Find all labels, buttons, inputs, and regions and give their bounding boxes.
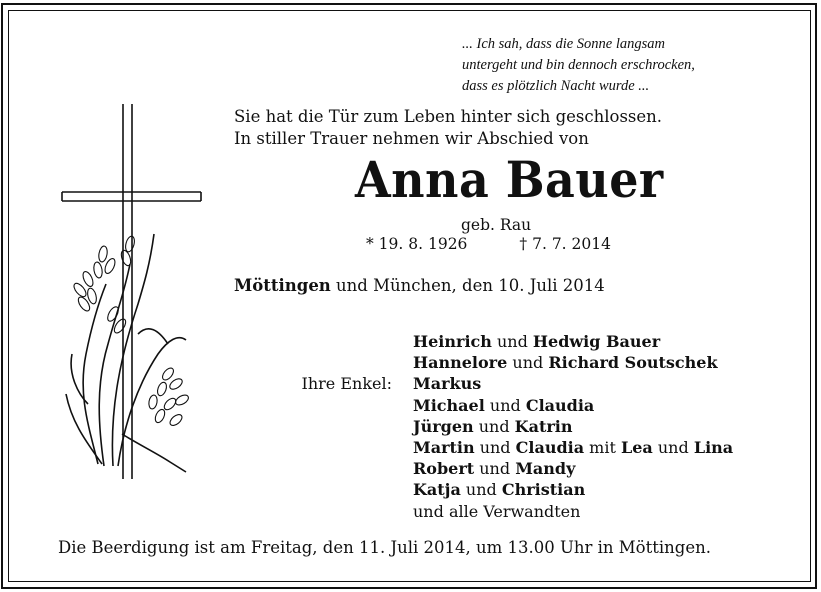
mourner-name: Martin — [413, 438, 475, 458]
mourner-connector: und — [474, 459, 516, 479]
mourner-name: Richard Soutschek — [548, 353, 718, 373]
mourner-connector: und — [474, 438, 516, 458]
mourner-connector: und — [460, 480, 502, 500]
quote-line: untergeht und bin dennoch erschrocken, — [462, 57, 695, 73]
mourner-name: Lina — [693, 438, 734, 458]
place-date-line — [234, 276, 605, 295]
mourner-row — [413, 352, 733, 373]
closing-line: und alle Verwandten — [413, 501, 581, 521]
place-date-rest: und München, den 10. Juli 2014 — [330, 276, 605, 295]
mourner-name: Mandy — [515, 459, 576, 479]
mourner-name: Heinrich — [413, 332, 492, 351]
life-dates — [366, 235, 611, 253]
mourner-connector: und — [484, 395, 526, 415]
mourner-name: Michael — [413, 395, 485, 415]
mourner-connector: und — [652, 438, 694, 458]
mourner-name: Claudia — [525, 395, 595, 415]
quote-line: ... Ich sah, dass die Sonne langsam — [462, 36, 665, 52]
mourner-name: Christian — [501, 480, 586, 500]
mourner-connector: und — [491, 332, 533, 351]
intro-line: In stiller Trauer nehmen wir Abschied von — [234, 129, 589, 148]
mourner-name: Claudia — [515, 438, 585, 458]
mourner-name: Robert — [413, 459, 475, 479]
death-date: † 7. 7. 2014 — [519, 235, 611, 253]
quote-text — [462, 34, 695, 97]
mourner-name: Katrin — [514, 416, 573, 436]
mourner-name: Markus — [413, 374, 482, 394]
deceased-name: Anna Bauer — [355, 150, 664, 209]
mourner-name: Hedwig Bauer — [532, 332, 661, 351]
cross-with-wheat-icon — [58, 104, 208, 479]
mourner-name: Jürgen — [413, 416, 474, 436]
grandchildren-label: Ihre Enkel: — [301, 374, 392, 393]
intro-text — [234, 106, 662, 150]
mourners-list — [413, 331, 733, 522]
birth-date: * 19. 8. 1926 — [366, 235, 468, 253]
mourner-row — [413, 395, 733, 416]
mourner-name: Katja — [413, 480, 461, 500]
intro-line: Sie hat die Tür zum Leben hinter sich geschlossen. — [234, 107, 663, 126]
mourner-name: Hannelore — [413, 353, 508, 373]
mourner-row — [413, 458, 733, 479]
funeral-notice: Die Beerdigung ist am Freitag, den 11. Juli 2014, um 13.00 Uhr in Möttingen. — [58, 538, 711, 557]
mourner-row — [413, 437, 733, 458]
mourner-name: Lea — [620, 438, 653, 458]
mourner-row — [413, 479, 733, 500]
quote-line: dass es plötzlich Nacht wurde ... — [462, 78, 650, 94]
mourner-row — [413, 416, 733, 437]
birth-name: geb. Rau — [461, 216, 532, 234]
mourner-connector: mit — [584, 438, 621, 458]
mourner-connector: und — [507, 353, 549, 373]
place-name: Möttingen — [234, 276, 331, 295]
mourner-connector: und — [473, 416, 515, 436]
mourner-row — [413, 331, 733, 352]
mourner-row — [413, 373, 733, 394]
